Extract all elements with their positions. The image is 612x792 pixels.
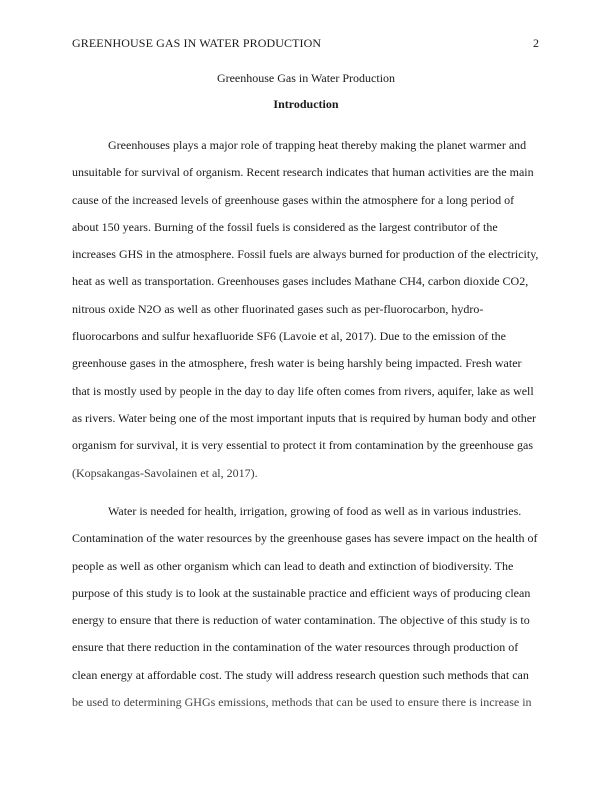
paragraph-1-line: greenhouse gases in the atmosphere, fresh water is being harshly being impacted. Fresh water (72, 356, 522, 371)
paragraph-1-line: about 150 years. Burning of the fossil fuels is considered as the largest contributor of the (72, 219, 498, 234)
document-title: Greenhouse Gas in Water Production (216, 71, 396, 85)
paragraph-2-line: purpose of this study is to look at the sustainable practice and efficient ways of producing clean (72, 585, 531, 600)
paragraph-2-line: clean energy at affordable cost. The study will address research question such methods that can (72, 667, 529, 682)
running-head: GREENHOUSE GAS IN WATER PRODUCTION (72, 36, 322, 50)
paragraph-1-line: cause of the increased levels of greenhouse gases within the atmosphere for a long period of (72, 192, 515, 207)
paragraph-1-line: fluorocarbons and sulfur hexafluoride SF6 (Lavoie et al, 2017). Due to the emission of the (72, 329, 506, 344)
paragraph-1-line: heat as well as transportation. Greenhouses gases includes Mathane CH4, carbon dioxide CO2, (72, 274, 529, 289)
paragraph-1-line: increases GHS in the atmosphere. Fossil fuels are always burned for production of the electricity, (72, 247, 539, 262)
paragraph-1-line: Greenhouses plays a major role of trapping heat thereby making the planet warmer and (108, 138, 527, 152)
paragraph-1-line: organism for survival, it is very essential to protect it from contamination by the greenhouse gas (72, 438, 534, 453)
paragraph-1-line: that is mostly used by people in the day to day life often comes from rivers, aquifer, lake as well (72, 383, 534, 398)
paragraph-1-line: as rivers. Water being one of the most important inputs that is required by human body and other (72, 410, 537, 425)
paragraph-2-line: Contamination of the water resources by the greenhouse gases has severe impact on the health of (72, 531, 538, 546)
paragraph-1-line: (Kopsakangas-Savolainen et al, 2017). (72, 465, 258, 480)
paragraph-1-line: nitrous oxide N2O as well as other fluorinated gases such as per-fluorocarbon, hydro- (72, 301, 484, 316)
paragraph-2-line: be used to determining GHGs emissions, methods that can be used to ensure there is increase in (72, 695, 532, 710)
paragraph-2 (72, 498, 542, 716)
section-heading-introduction: Introduction (273, 97, 339, 111)
paragraph-2-line: energy to ensure that there is reduction of water contamination. The objective of this study is to (72, 613, 530, 628)
paragraph-1 (72, 132, 542, 487)
paragraph-2-line: people as well as other organism which can lead to death and extinction of biodiversity. The (72, 558, 514, 573)
page-number: 2 (533, 36, 539, 50)
paragraph-2-line: Water is needed for health, irrigation, growing of food as well as in various industries. (108, 504, 522, 518)
paragraph-1-line: unsuitable for survival of organism. Recent research indicates that human activities are the main (72, 165, 534, 180)
paragraph-2-line: ensure that there reduction in the contamination of the water resources through production of (72, 640, 519, 655)
